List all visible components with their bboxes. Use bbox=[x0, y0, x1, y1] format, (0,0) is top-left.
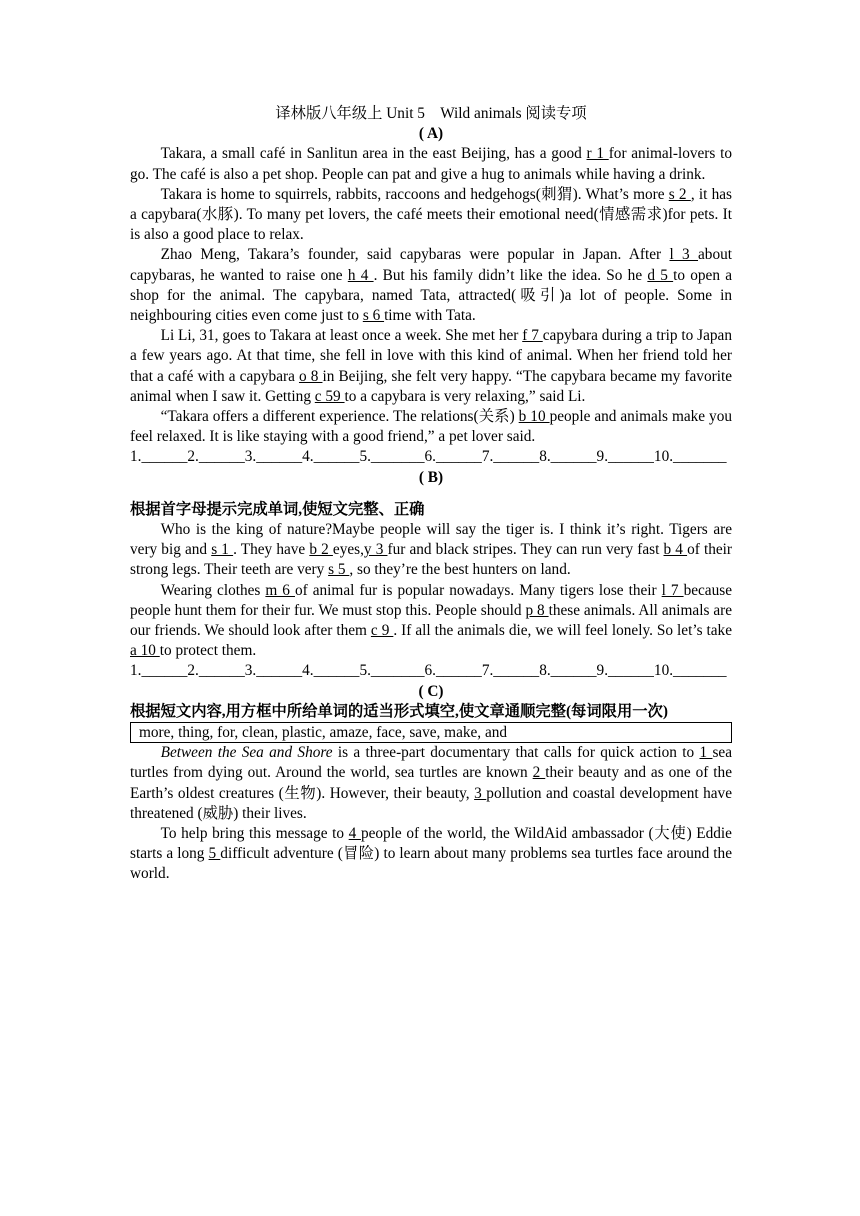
section-a-answer-line[interactable]: 1.______2.______3.______4.______5._______6.______7.______8.______9.______10._______ bbox=[130, 448, 727, 466]
section-c-instruction: 根据短文内容,用方框中所给单词的适当形式填空,使文章通顺完整(每词限用一次) bbox=[130, 702, 668, 720]
blank-b2[interactable]: b 2 bbox=[309, 541, 333, 559]
blank-7[interactable]: f 7 bbox=[522, 327, 543, 345]
section-b-paragraph-2: Wearing clothes m 6 of animal fur is popular nowadays. Many tigers lose their l 7 because people hunt them for their fur. We must stop this. People should p 8 these animals. All animals are our friends. We should look after them c 9 . If all the animals die, we will feel lonely. So let’s take a 10 to protect them. bbox=[130, 581, 732, 660]
blank-9[interactable]: c 59 bbox=[314, 387, 345, 405]
section-b-heading: ( B) bbox=[418, 468, 444, 486]
blank-c2[interactable]: 2 bbox=[532, 764, 546, 782]
blank-b1[interactable]: s 1 bbox=[211, 541, 234, 559]
word-box: more, thing, for, clean, plastic, amaze, face, save, make, and bbox=[130, 722, 732, 743]
blank-4[interactable]: h 4 bbox=[347, 266, 374, 284]
blank-5[interactable]: d 5 bbox=[647, 266, 674, 284]
blank-b9[interactable]: c 9 bbox=[370, 622, 394, 640]
section-a-paragraph-4: Li Li, 31, goes to Takara at least once a week. She met her f 7 capybara during a trip to Japan a few years ago. At that time, she fell in love with this kind of animal. When her friend told her that a café with a capybara o 8 in Beijing, she felt very happy. “The capybara became my favorite animal when I saw it. Getting c 59 to a capybara is very relaxing,” said Li. bbox=[130, 327, 732, 405]
section-a-heading: ( A) bbox=[418, 125, 444, 143]
section-b-instruction: 根据首字母提示完成单词,使短文完整、正确 bbox=[130, 500, 425, 518]
blank-c5[interactable]: 5 bbox=[208, 845, 221, 863]
blank-b8[interactable]: p 8 bbox=[525, 601, 549, 619]
worksheet-page bbox=[130, 104, 732, 885]
section-b-answer-line[interactable]: 1.______2.______3.______4.______5._______6.______7.______8.______9.______10._______ bbox=[130, 662, 727, 680]
blank-b5[interactable]: s 5 bbox=[328, 561, 350, 579]
blank-1[interactable]: r 1 bbox=[586, 145, 609, 163]
blank-b3[interactable]: y 3 bbox=[363, 541, 388, 559]
section-a-paragraph-1: Takara, a small café in Sanlitun area in the east Beijing, has a good r 1 for animal-lovers to go. The café is also a pet shop. People can pat and give a hug to animals while having a drink. bbox=[130, 145, 732, 183]
blank-6[interactable]: s 6 bbox=[362, 307, 385, 325]
section-a-paragraph-2: Takara is home to squirrels, rabbits, raccoons and hedgehogs(刺猬). What’s more s 2 , it has a capybara(水豚). To many pet lovers, the café meets their emotional need(情感需求)for pets. It is also a good place to relax. bbox=[130, 185, 732, 244]
section-a-paragraph-3: Zhao Meng, Takara’s founder, said capybaras were popular in Japan. After l 3 about capybaras, he wanted to raise one h 4 . But his family didn’t like the idea. So he d 5 to open a shop for the animal. The capybara, named Tata, attracted(吸引)a lot of people. Some in neighbouring cities even come just to s 6 time with Tata. bbox=[130, 246, 733, 325]
blank-c3[interactable]: 3 bbox=[474, 784, 487, 802]
blank-2[interactable]: s 2 bbox=[668, 185, 691, 203]
blank-b6[interactable]: m 6 bbox=[265, 581, 295, 599]
section-c-heading: ( C) bbox=[418, 682, 444, 700]
page-title: 译林版八年级上 Unit 5 Wild animals 阅读专项 bbox=[275, 105, 587, 122]
blank-c1[interactable]: 1 bbox=[699, 744, 713, 762]
blank-8[interactable]: o 8 bbox=[298, 367, 323, 385]
blank-c4[interactable]: 4 bbox=[348, 824, 361, 842]
documentary-title: Between the Sea and Shore bbox=[160, 744, 333, 762]
section-b-paragraph-1: Who is the king of nature?Maybe people will say the tiger is. I think it’s right. Tigers are very big and s 1 . They have b 2 eyes,y 3 fur and black stripes. They can run very fast b 4 of their strong legs. Their teeth are very s 5 , so they’re the best hunters on land. bbox=[130, 521, 732, 579]
blank-10[interactable]: b 10 bbox=[518, 408, 550, 426]
section-a-paragraph-5: “Takara offers a different experience. The relations(关系) b 10 people and animals make you feel relaxed. It is like staying with a good friend,” a pet lover said. bbox=[130, 408, 732, 446]
blank-3[interactable]: l 3 bbox=[669, 246, 699, 264]
section-c-paragraph-1: Between the Sea and Shore is a three-part documentary that calls for quick action to 1 sea turtles from dying out. Around the world, sea turtles are known 2 their beauty and as one of the Earth’s oldest creatures (生物). However, their beauty, 3 pollution and coastal development have threatened (威胁) their lives. bbox=[130, 744, 732, 822]
blank-b4[interactable]: b 4 bbox=[663, 541, 688, 559]
blank-b10[interactable]: a 10 bbox=[130, 642, 160, 660]
section-c-paragraph-2: To help bring this message to 4 people of the world, the WildAid ambassador (大使) Eddie starts a long 5 difficult adventure (冒险) to learn about many problems sea turtles face around the world. bbox=[130, 824, 732, 883]
blank-b7[interactable]: l 7 bbox=[661, 581, 684, 599]
